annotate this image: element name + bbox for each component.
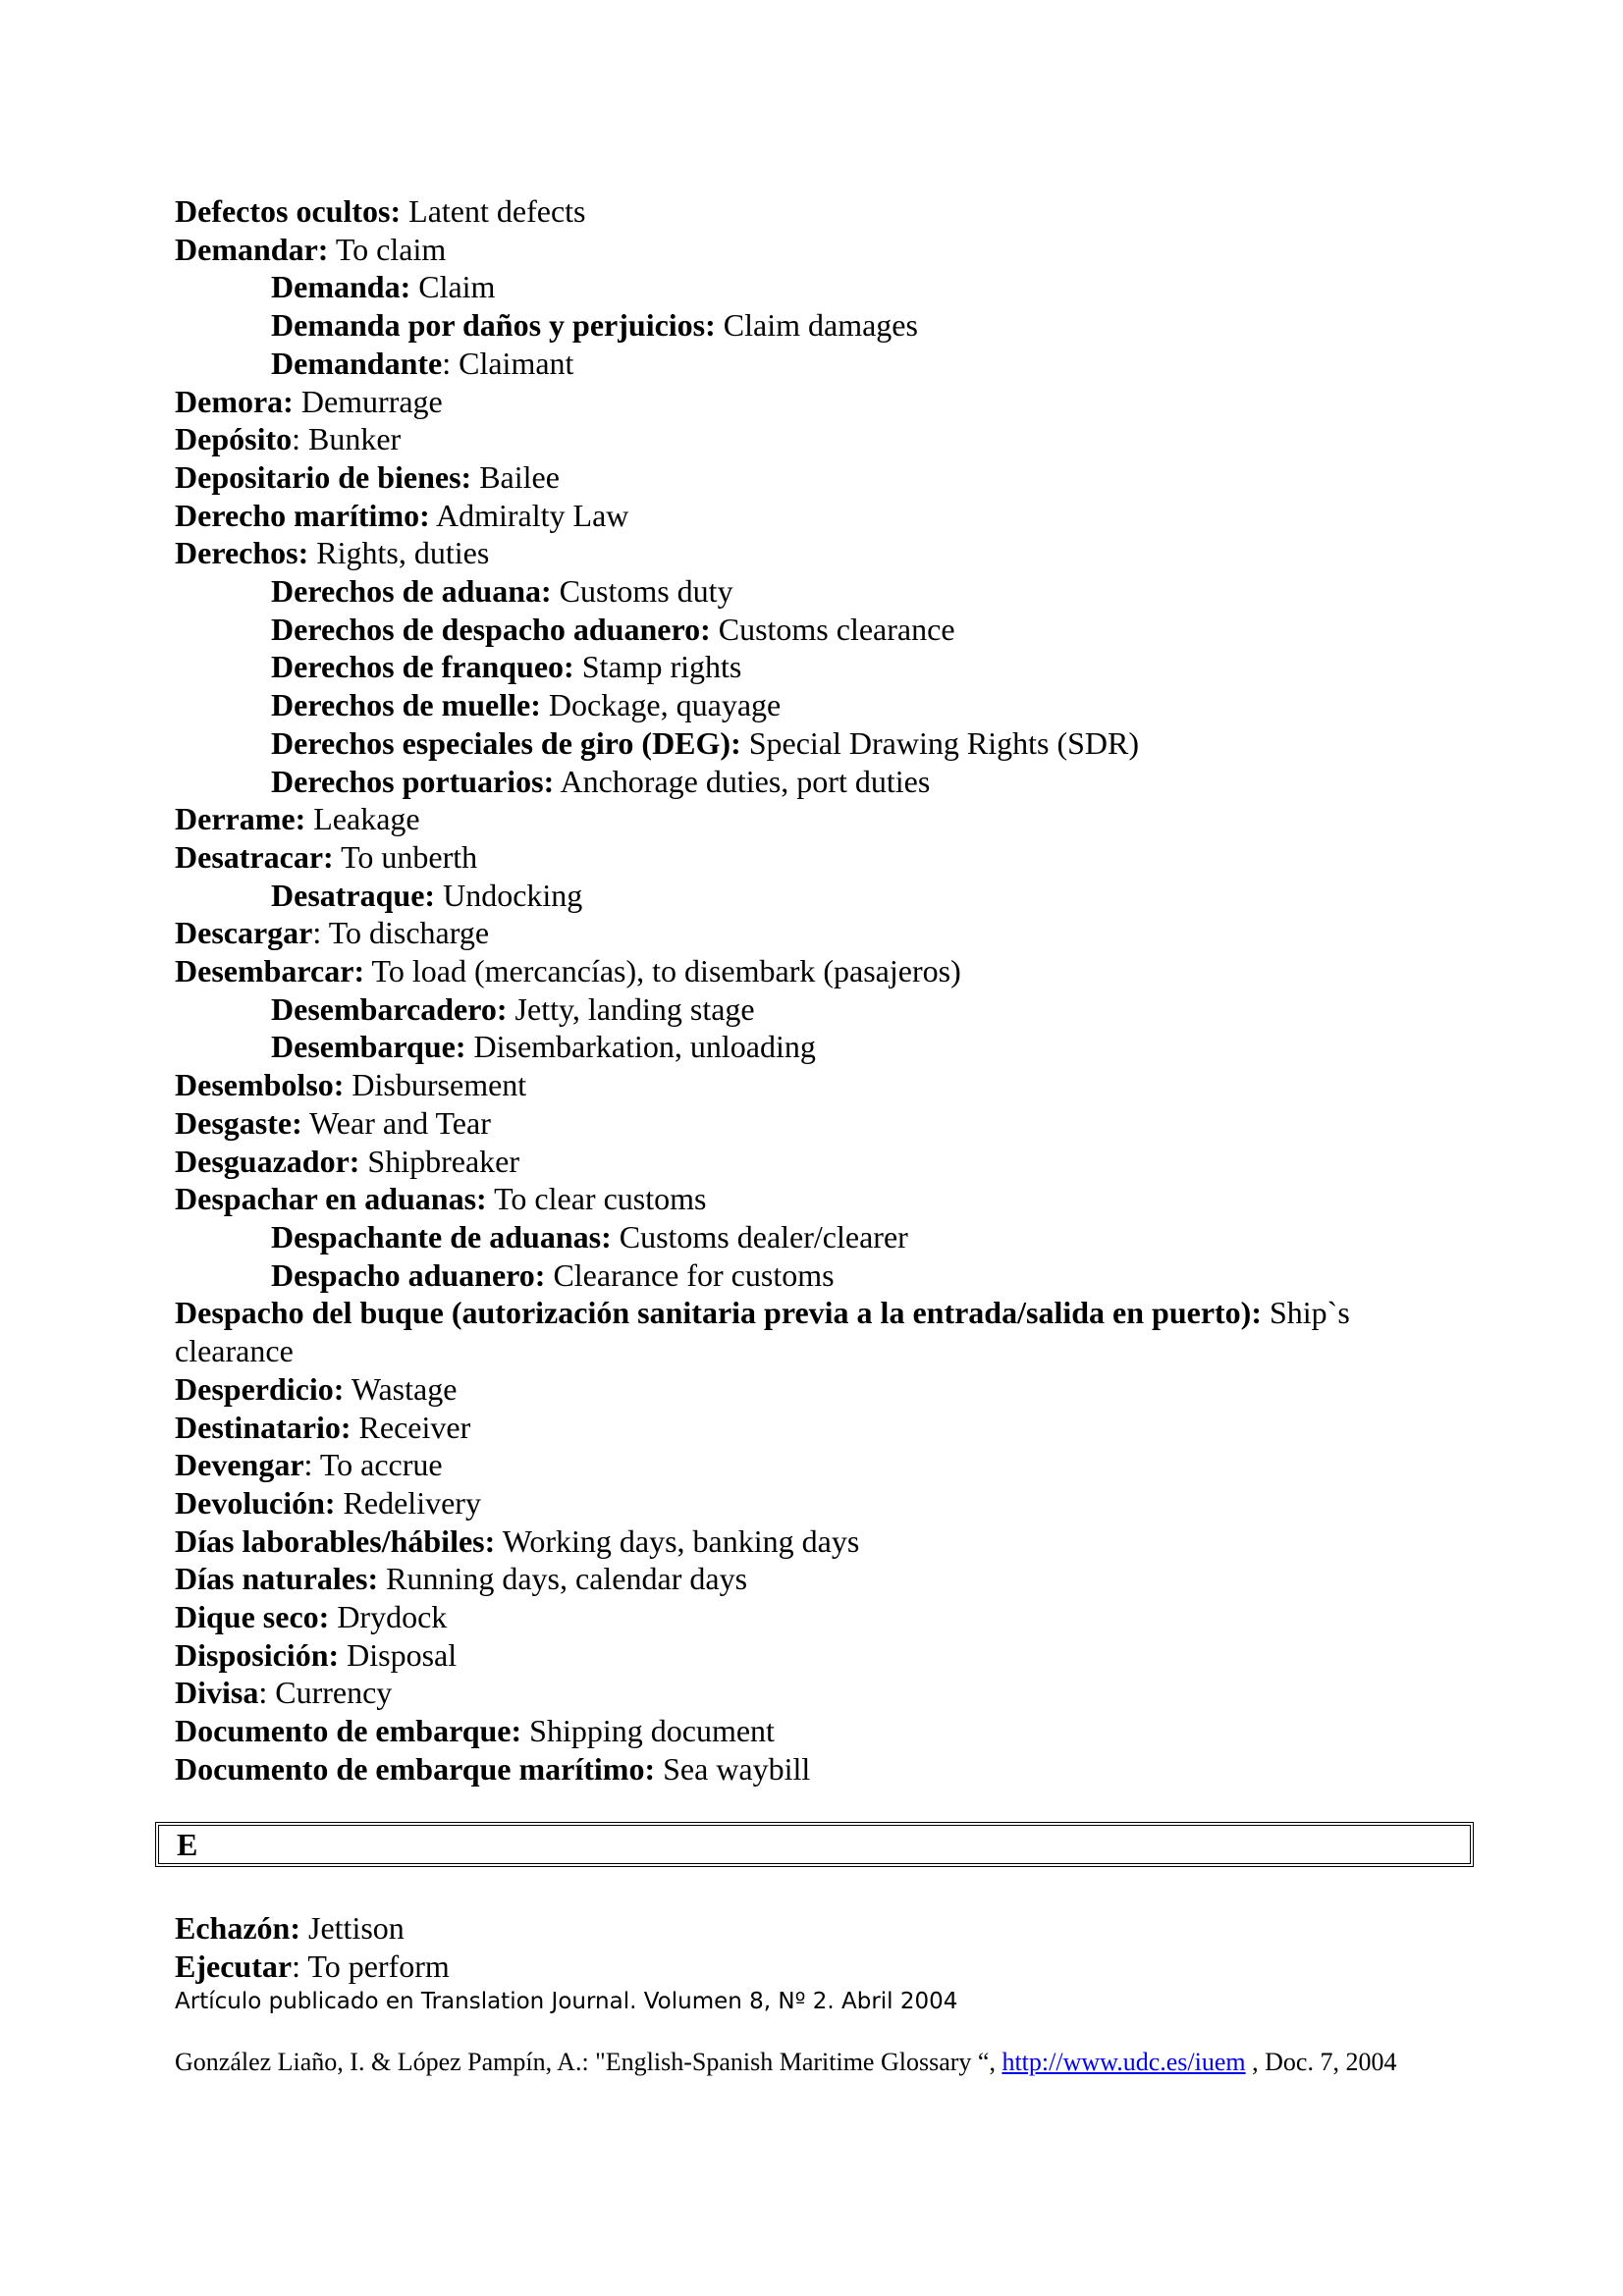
entry-definition: : To accrue: [303, 1447, 443, 1483]
entry-term: Días naturales:: [175, 1561, 379, 1597]
entry-definition: Jetty, landing stage: [507, 990, 755, 1027]
glossary-entry: [175, 800, 1451, 838]
glossary-entry: [175, 458, 1451, 497]
entry-definition: Ship`s clearance: [175, 1295, 1350, 1369]
glossary-entries-d: [175, 192, 1451, 1789]
entry-definition: Clearance for customs: [545, 1256, 835, 1293]
entry-term: Derechos de muelle:: [271, 687, 541, 723]
entry-definition: Undocking: [435, 877, 583, 913]
entry-definition: Shipbreaker: [359, 1143, 520, 1179]
entry-term: Documento de embarque:: [175, 1713, 522, 1749]
glossary-entry: [175, 1143, 1451, 1181]
entry-definition: : Currency: [258, 1675, 393, 1711]
entry-term: Días laborables/hábiles:: [175, 1522, 496, 1559]
entry-term: Desembarque:: [271, 1029, 466, 1065]
entry-term: Destinatario:: [175, 1409, 352, 1445]
entry-term: Derecho marítimo:: [175, 497, 430, 533]
glossary-entry: [175, 1636, 1451, 1675]
glossary-entry: [175, 420, 1451, 458]
entry-definition: Jettison: [300, 1910, 405, 1946]
entry-definition: Drydock: [329, 1599, 448, 1635]
glossary-entry: [175, 1750, 1451, 1789]
entry-definition: : To perform: [292, 1949, 450, 1984]
glossary-entry: [175, 1180, 1451, 1218]
entry-term: Demandante: [271, 345, 443, 381]
glossary-entry: [175, 1909, 1451, 1948]
entry-definition: Redelivery: [335, 1484, 481, 1521]
glossary-entry: [175, 1560, 1451, 1598]
citation: [175, 2047, 1451, 2077]
entry-term: Desperdicio:: [175, 1370, 345, 1407]
entry-term: Derrame:: [175, 801, 306, 837]
glossary-entries-e: [175, 1909, 1451, 1986]
entry-definition: Customs duty: [551, 573, 733, 610]
entry-definition: Shipping document: [521, 1713, 775, 1749]
entry-term: Derechos de aduana:: [271, 573, 552, 610]
entry-term: Despacho del buque (autorización sanitaria previa a la entrada/salida en puerto):: [175, 1295, 1262, 1331]
glossary-entry: [175, 231, 1451, 269]
entry-definition: To claim: [328, 231, 447, 267]
glossary-entry: [175, 192, 1451, 231]
entry-term: Documento de embarque marítimo:: [175, 1750, 656, 1787]
entry-term: Derechos de franqueo:: [271, 649, 574, 685]
entry-definition: Dockage, quayage: [540, 687, 782, 723]
glossary-entry: [175, 914, 1451, 952]
glossary-entry: [175, 1104, 1451, 1143]
entry-term: Desatracar:: [175, 838, 334, 875]
entry-definition: Disposal: [339, 1636, 458, 1673]
entry-definition: Leakage: [305, 801, 420, 837]
entry-definition: : Bunker: [292, 421, 402, 457]
entry-term: Desembolso:: [175, 1067, 345, 1103]
glossary-entry: [175, 1256, 1451, 1295]
glossary-entry: [175, 1409, 1451, 1447]
entry-term: Depositario de bienes:: [175, 458, 472, 495]
entry-term: Dique seco:: [175, 1599, 330, 1635]
entry-term: Demora:: [175, 383, 294, 419]
entry-definition: Bailee: [471, 458, 560, 495]
entry-definition: Customs clearance: [710, 611, 955, 647]
entry-term: Divisa: [175, 1675, 259, 1711]
glossary-entry: [175, 724, 1451, 763]
glossary-entry: [175, 1484, 1451, 1522]
glossary-entry: [175, 383, 1451, 421]
glossary-entry: [175, 990, 1451, 1029]
entry-term: Devolución:: [175, 1484, 336, 1521]
entry-term: Desembarcar:: [175, 953, 365, 989]
entry-definition: Wastage: [344, 1370, 458, 1407]
entry-term: Demanda:: [271, 269, 411, 305]
glossary-entry: [175, 1712, 1451, 1750]
glossary-entry: [175, 345, 1451, 383]
entry-term: Derechos especiales de giro (DEG):: [271, 724, 741, 761]
entry-definition: Anchorage duties, port duties: [554, 763, 931, 799]
entry-term: Demandar:: [175, 231, 329, 267]
glossary-entry: [175, 1028, 1451, 1066]
glossary-entry: [175, 1066, 1451, 1104]
entry-term: Disposición:: [175, 1636, 340, 1673]
glossary-entry: [175, 1446, 1451, 1484]
entry-definition: : To discharge: [312, 915, 490, 951]
entry-term: Devengar: [175, 1447, 304, 1483]
entry-definition: Disbursement: [344, 1067, 527, 1103]
entry-definition: Rights, duties: [308, 535, 490, 571]
entry-term: Desembarcadero:: [271, 990, 508, 1027]
publication-note: Artículo publicado en Translation Journal. Volumen 8, Nº 2. Abril 2004: [175, 1989, 958, 2014]
entry-term: Depósito: [175, 421, 293, 457]
section-header-e: [155, 1822, 1474, 1867]
glossary-entry: [175, 497, 1451, 535]
section-letter: E: [177, 1827, 198, 1862]
entry-term: Echazón:: [175, 1910, 300, 1946]
entry-definition: To load (mercancías), to disembark (pasajeros): [364, 953, 961, 989]
citation-link[interactable]: http://www.udc.es/iuem: [1001, 2048, 1246, 2076]
entry-definition: Sea waybill: [655, 1750, 811, 1787]
entry-definition: Customs dealer/clearer: [611, 1218, 908, 1255]
glossary-entry: [175, 763, 1451, 801]
glossary-entry: [175, 1598, 1451, 1636]
entry-term: Descargar: [175, 915, 313, 951]
entry-term: Despachar en aduanas:: [175, 1181, 487, 1217]
glossary-entry: [175, 686, 1451, 724]
glossary-entry: [175, 534, 1451, 572]
glossary-entry: [175, 1370, 1451, 1409]
glossary-entry: [175, 572, 1451, 611]
entry-definition: Claim damages: [715, 307, 918, 344]
glossary-entry: [175, 1218, 1451, 1256]
entry-term: Desgaste:: [175, 1104, 302, 1141]
entry-definition: To clear customs: [486, 1181, 707, 1217]
entry-term: Despachante de aduanas:: [271, 1218, 612, 1255]
entry-definition: Stamp rights: [573, 649, 742, 685]
entry-definition: Running days, calendar days: [378, 1561, 748, 1597]
glossary-entry: [175, 877, 1451, 915]
entry-term: Despacho aduanero:: [271, 1256, 546, 1293]
glossary-entry: [175, 1948, 1451, 1986]
citation-suffix: , Doc. 7, 2004: [1245, 2048, 1397, 2076]
entry-definition: Disembarkation, unloading: [465, 1029, 816, 1065]
entry-term: Defectos ocultos:: [175, 193, 402, 229]
entry-term: Ejecutar: [175, 1949, 293, 1984]
glossary-entry: [175, 611, 1451, 649]
entry-definition: Claim: [410, 269, 496, 305]
entry-definition: Latent defects: [401, 193, 586, 229]
glossary-entry: [175, 838, 1451, 877]
entry-definition: : Claimant: [442, 345, 574, 381]
entry-term: Derechos de despacho aduanero:: [271, 611, 711, 647]
entry-term: Derechos:: [175, 535, 309, 571]
entry-definition: Demurrage: [293, 383, 443, 419]
entry-definition: Receiver: [351, 1409, 471, 1445]
entry-definition: Working days, banking days: [495, 1522, 860, 1559]
entry-term: Demanda por daños y perjuicios:: [271, 307, 716, 344]
entry-term: Desatraque:: [271, 877, 436, 913]
glossary-entry: [175, 1522, 1451, 1561]
entry-definition: Special Drawing Rights (SDR): [740, 724, 1140, 761]
entry-term: Derechos portuarios:: [271, 763, 555, 799]
glossary-entry: [175, 952, 1451, 990]
entry-definition: To unberth: [333, 838, 478, 875]
entry-definition: Admiralty Law: [429, 497, 629, 533]
citation-text: González Liaño, I. & López Pampín, A.: "English-Spanish Maritime Glossary “,: [175, 2048, 1002, 2076]
glossary-entry: [175, 1294, 1451, 1369]
glossary-entry: [175, 1674, 1451, 1712]
entry-term: Desguazador:: [175, 1143, 360, 1179]
glossary-entry: [175, 306, 1451, 345]
entry-definition: Wear and Tear: [301, 1104, 491, 1141]
glossary-entry: [175, 648, 1451, 686]
glossary-entry: [175, 268, 1451, 306]
